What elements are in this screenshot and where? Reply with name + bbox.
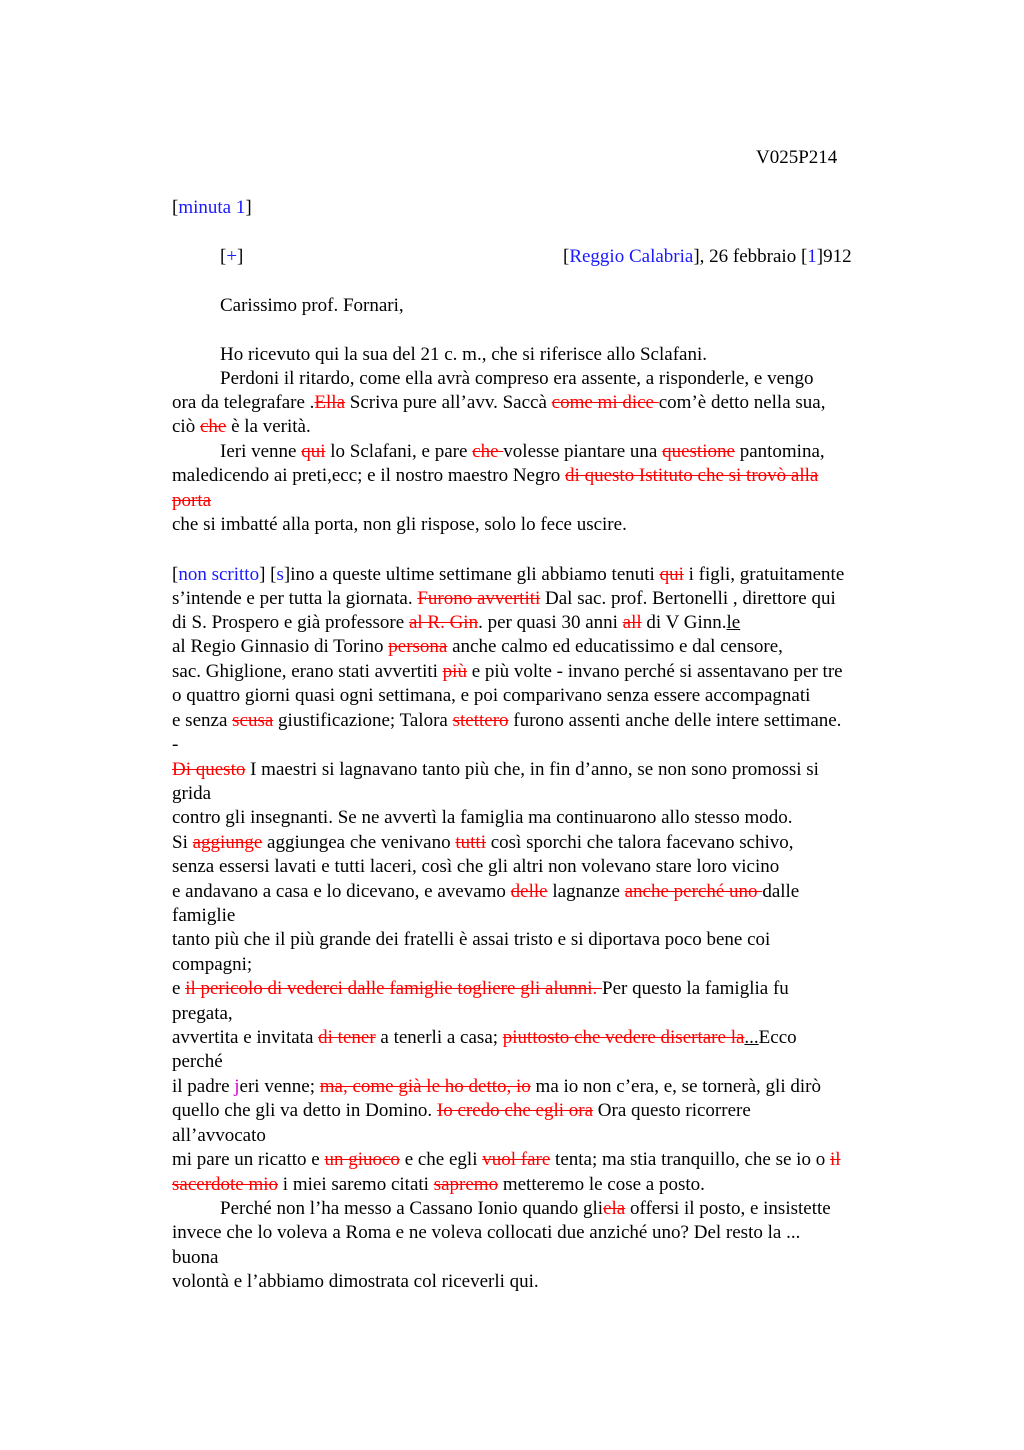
deleted-text: stettero bbox=[452, 710, 509, 731]
deleted-text: qui bbox=[659, 564, 684, 585]
deleted-text: anche perché uno bbox=[624, 881, 763, 902]
text-segment: anche calmo ed educatissimo e dal censore, bbox=[447, 636, 783, 657]
deleted-text: questione bbox=[662, 441, 735, 462]
text-segment: e andavano a casa e lo dicevano, e avevamo bbox=[172, 881, 511, 902]
deleted-text: ela bbox=[603, 1198, 626, 1219]
text-line: invece che lo voleva a Roma e ne voleva collocati due anziché uno? Del resto la ... bbox=[172, 1222, 801, 1243]
text-line: all’avvocato bbox=[172, 1125, 266, 1146]
text-segment: Si bbox=[172, 832, 193, 853]
deleted-text: Furono avvertiti bbox=[417, 588, 541, 609]
text-segment: di S. Prospero e già professore bbox=[172, 612, 409, 633]
text-line bbox=[172, 660, 843, 684]
text-line bbox=[172, 611, 740, 635]
text-line bbox=[172, 1148, 841, 1172]
deleted-text: tutti bbox=[455, 832, 486, 853]
bracket: [ bbox=[563, 246, 570, 267]
text-line: compagni; bbox=[172, 954, 253, 975]
text-segment: mi pare un ricatto e bbox=[172, 1149, 325, 1170]
deleted-text: vuol fare bbox=[482, 1149, 551, 1170]
text-line: buona bbox=[172, 1247, 219, 1268]
deleted-text: scusa bbox=[232, 710, 274, 731]
year-rest: ]912 bbox=[816, 246, 852, 267]
text-segment: così sporchi che talora facevano schivo, bbox=[485, 832, 794, 853]
text-segment: volesse piantare una bbox=[503, 441, 663, 462]
text-line bbox=[220, 1197, 831, 1221]
text-segment: sac. Ghiglione, erano stati avvertiti bbox=[172, 661, 443, 682]
text-line bbox=[172, 563, 844, 587]
underlined-text: ... bbox=[744, 1027, 759, 1048]
bracket: ] bbox=[237, 246, 244, 267]
text-segment: di V Ginn. bbox=[641, 612, 727, 633]
header-plus bbox=[220, 245, 243, 269]
text-segment: . per quasi 30 anni bbox=[478, 612, 623, 633]
deleted-text: un giuoco bbox=[324, 1149, 400, 1170]
deleted-text: al R. Gin bbox=[408, 612, 479, 633]
text-line: senza essersi lavati e tutti laceri, così che gli altri non volevano stare loro vicino bbox=[172, 856, 780, 877]
text-line: perché bbox=[172, 1051, 223, 1072]
text-line bbox=[172, 709, 841, 733]
text-line bbox=[172, 1173, 705, 1197]
deleted-text: di questo Istituto che si trovò alla bbox=[565, 465, 819, 486]
deleted-text: come mi dice bbox=[551, 392, 659, 413]
deleted-text: che bbox=[199, 416, 227, 437]
text-segment: e che egli bbox=[399, 1149, 483, 1170]
text-segment: ]ino a queste ultime settimane gli abbiamo tenuti bbox=[283, 564, 660, 585]
greeting: Carissimo prof. Fornari, bbox=[220, 295, 404, 316]
text-segment: Ecco bbox=[758, 1027, 797, 1048]
text-line: grida bbox=[172, 783, 212, 804]
text-line: famiglie bbox=[172, 905, 236, 926]
text-segment: ma io non c’era, e, se tornerà, gli dirò bbox=[530, 1076, 821, 1097]
text-segment: offersi il posto, e insistette bbox=[625, 1198, 831, 1219]
deleted-text: all bbox=[622, 612, 642, 633]
text-segment: e bbox=[172, 978, 186, 999]
text-line bbox=[172, 464, 818, 488]
text-segment: s’intende e per tutta la giornata. bbox=[172, 588, 418, 609]
text-segment: furono assenti anche delle intere settimane. bbox=[508, 710, 842, 731]
text-segment: quello che gli va detto in Domino. bbox=[172, 1100, 437, 1121]
text-segment: Per questo la famiglia fu bbox=[602, 978, 789, 999]
text-line: - bbox=[172, 734, 179, 755]
text-segment: aggiungea che venivano bbox=[262, 832, 456, 853]
document-id: V025P214 bbox=[756, 147, 838, 168]
text-line bbox=[172, 1075, 821, 1099]
text-segment: Ieri venne bbox=[220, 441, 302, 462]
deleted-text: di tener bbox=[318, 1027, 376, 1048]
bracket: ] bbox=[245, 197, 252, 218]
text-segment: i miei saremo citati bbox=[278, 1174, 434, 1195]
text-line bbox=[172, 635, 783, 659]
deleted-text: più bbox=[442, 661, 467, 682]
deleted-text: il bbox=[829, 1149, 841, 1170]
deleted-text: che bbox=[472, 441, 504, 462]
bracket: [ bbox=[172, 564, 179, 585]
year-digit: 1 bbox=[807, 246, 817, 267]
deleted-text: persona bbox=[388, 636, 448, 657]
text-segment: maledicendo ai preti,ecc; e il nostro maestro Negro bbox=[172, 465, 566, 486]
text-segment: I maestri si lagnavano tanto più che, in fin d’anno, se non sono promossi si bbox=[245, 759, 819, 780]
deleted-text: Di questo bbox=[172, 759, 246, 780]
text-segment: eri venne; bbox=[239, 1076, 320, 1097]
date-text: ], 26 febbraio [ bbox=[693, 246, 808, 267]
text-line bbox=[172, 391, 825, 415]
text-line: o quattro giorni quasi ogni settimana, e poi comparivano senza essere accompagnati bbox=[172, 685, 811, 706]
text-line bbox=[172, 880, 799, 904]
text-segment: Dal sac. prof. Bertonelli , direttore qui bbox=[540, 588, 836, 609]
minuta-label bbox=[172, 196, 252, 220]
deleted-text: sapremo bbox=[433, 1174, 499, 1195]
deleted-text: piuttosto che vedere disertare la bbox=[502, 1027, 745, 1048]
text-segment: lo Sclafani, e pare bbox=[325, 441, 473, 462]
text-segment: è la verità. bbox=[226, 416, 311, 437]
underlined-text: le bbox=[726, 612, 741, 633]
text-line bbox=[172, 1026, 797, 1050]
bracket: ] [ bbox=[259, 564, 277, 585]
text-line bbox=[172, 758, 819, 782]
text-line: Ho ricevuto qui la sua del 21 c. m., che si riferisce allo Sclafani. bbox=[220, 344, 707, 365]
text-segment: e senza bbox=[172, 710, 233, 731]
text-segment: a tenerli a casa; bbox=[375, 1027, 503, 1048]
text-segment: al Regio Ginnasio di Torino bbox=[172, 636, 389, 657]
deleted-text: il pericolo di vederci dalle famiglie togliere gli alunni. bbox=[185, 978, 602, 999]
deleted-text: delle bbox=[510, 881, 548, 902]
plus-marker: + bbox=[226, 246, 238, 267]
text-segment: e più volte - invano perché si assentavano per tre bbox=[466, 661, 843, 682]
text-segment: com’è detto nella sua, bbox=[658, 392, 826, 413]
text-line bbox=[172, 489, 211, 513]
bracket: [ bbox=[172, 197, 179, 218]
text-line bbox=[172, 587, 836, 611]
deleted-text: Io credo che egli ora bbox=[436, 1100, 594, 1121]
deleted-text: aggiunge bbox=[192, 832, 263, 853]
deleted-text: qui bbox=[301, 441, 326, 462]
magenta-letter: j bbox=[234, 1076, 240, 1097]
text-line bbox=[172, 831, 794, 855]
text-line: che si imbatté alla porta, non gli rispose, solo lo fece uscire. bbox=[172, 514, 627, 535]
text-segment: ora da telegrafare . bbox=[172, 392, 315, 413]
text-line bbox=[220, 440, 825, 464]
deleted-text: porta bbox=[172, 490, 212, 511]
text-line: Perdoni il ritardo, come ella avrà compreso era assente, a risponderle, e vengo bbox=[220, 368, 814, 389]
text-line bbox=[172, 1099, 751, 1123]
text-segment: giustificazione; Talora bbox=[273, 710, 453, 731]
deleted-text: sacerdote mio bbox=[172, 1174, 279, 1195]
text-segment: lagnanze bbox=[547, 881, 625, 902]
text-segment: tenta; ma stia tranquillo, che se io o bbox=[550, 1149, 830, 1170]
text-segment: il padre bbox=[172, 1076, 235, 1097]
minuta-text: minuta 1 bbox=[178, 197, 246, 218]
text-line: volontà e l’abbiamo dimostrata col riceverli qui. bbox=[172, 1271, 539, 1292]
text-segment: pantomina, bbox=[734, 441, 825, 462]
text-line: tanto più che il più grande dei fratelli è assai tristo e si diportava poco bene coi bbox=[172, 929, 771, 950]
text-line: contro gli insegnanti. Se ne avvertì la famiglia ma continuarono allo stesso modo. bbox=[172, 807, 793, 828]
header-place-date bbox=[563, 245, 852, 269]
editor-note: non scritto bbox=[178, 564, 260, 585]
deleted-text: Ella bbox=[314, 392, 346, 413]
deleted-text: ma, come già le ho detto, io bbox=[319, 1076, 531, 1097]
place-name: Reggio Calabria bbox=[569, 246, 694, 267]
text-segment: dalle bbox=[762, 881, 800, 902]
text-line bbox=[172, 977, 789, 1001]
text-segment: Scriva pure all’avv. Saccà bbox=[345, 392, 552, 413]
text-line: pregata, bbox=[172, 1003, 233, 1024]
text-segment: metteremo le cose a posto. bbox=[498, 1174, 705, 1195]
editor-letter: s bbox=[276, 564, 284, 585]
text-segment: Ora questo ricorrere bbox=[593, 1100, 751, 1121]
text-segment: i figli, gratuitamente bbox=[683, 564, 845, 585]
text-segment: Perché non l’ha messo a Cassano Ionio quando gli bbox=[220, 1198, 604, 1219]
text-segment: avvertita e invitata bbox=[172, 1027, 319, 1048]
bracket: [ bbox=[220, 246, 227, 267]
text-line bbox=[172, 415, 311, 439]
text-segment: ciò bbox=[172, 416, 200, 437]
